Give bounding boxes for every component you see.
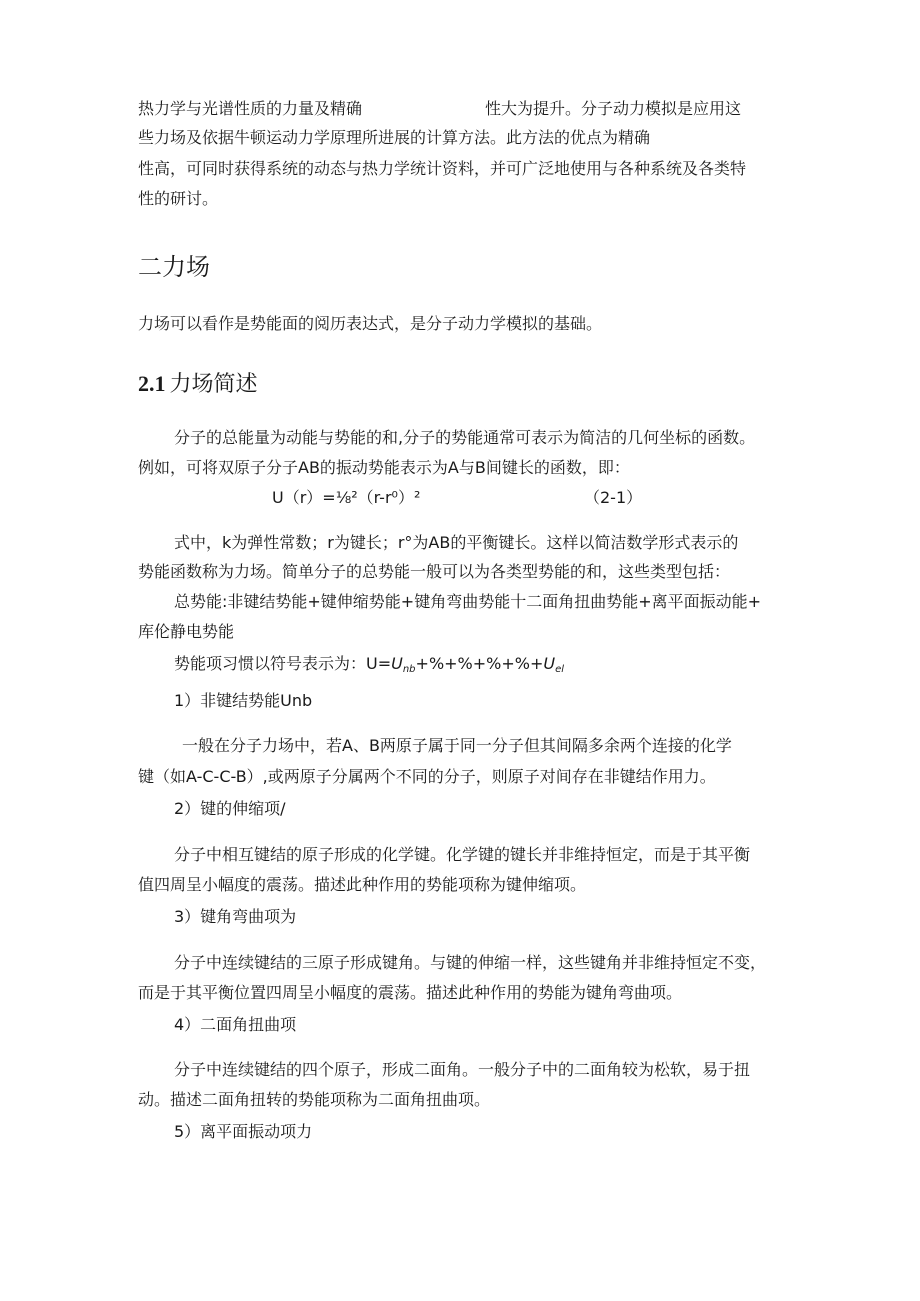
item-4-line-1: 分子中连续键结的四个原子，形成二面角。一般分子中的二面角较为松软，易于扭 — [174, 1060, 751, 1079]
formula-u-nb: U — [391, 654, 403, 673]
item-1-heading: 1）非键结势能Unb — [174, 691, 313, 710]
item-3-heading: 3）键角弯曲项为 — [174, 907, 297, 926]
formula-u-el: U — [543, 654, 556, 673]
para2-line-2: 势能函数称为力场。简单分子的总势能一般可以为各类型势能的和，这些类型包括： — [138, 562, 731, 581]
para1-line-1: 分子的总能量为动能与势能的和,分子的势能通常可表示为简洁的几何坐标的函数。 — [174, 428, 756, 447]
section-2-title: 二力场 — [138, 253, 210, 281]
equation-2-1: U（r）=⅛²（r-r⁰）² — [272, 488, 421, 507]
equation-number: （2-1） — [584, 488, 643, 507]
para1-line-2: 例如，可将双原子分子AB的振动势能表示为A与B间键长的函数，即： — [138, 458, 630, 477]
para2-line-1: 式中，k为弹性常数；r为键长；r°为AB的平衡键长。这样以简洁数学形式表示的 — [174, 533, 739, 552]
section-2-description: 力场可以看作是势能面的阅历表达式，是分子动力学模拟的基础。 — [138, 314, 603, 333]
item-2-line-2: 值四周呈小幅度的震荡。描述此种作用的势能项称为键伸缩项。 — [138, 875, 587, 894]
intro-line-1b: 性大为提升。分子动力模拟是应用这 — [485, 99, 742, 118]
formula-prefix: 势能项习惯以符号表示为：U= — [174, 654, 392, 673]
item-1-line-1: 一般在分子力场中，若A、B两原子属于同一分子但其间隔多余两个连接的化学 — [182, 736, 732, 755]
section-2-1-heading — [138, 371, 258, 398]
item-4-line-2: 动。描述二面角扭转的势能项称为二面角扭曲项。 — [138, 1090, 491, 1109]
formula-sub-nb: nb — [402, 664, 416, 675]
formula-sub-el: el — [555, 664, 565, 675]
total-energy-line-2: 库伦静电势能 — [138, 622, 235, 641]
item-5-heading: 5）离平面振动项力 — [174, 1122, 313, 1141]
item-3-line-2: 而是于其平衡位置四周呈小幅度的震荡。描述此种作用的势能为键角弯曲项。 — [138, 983, 683, 1002]
item-4-heading: 4）二面角扭曲项 — [174, 1015, 297, 1034]
energy-symbol-formula — [174, 654, 564, 676]
section-2-1-title: 力场简述 — [169, 372, 258, 397]
item-2-heading: 2）键的伸缩项/ — [174, 799, 286, 818]
formula-middle-terms: +%+%+%+%+ — [415, 654, 544, 673]
item-3-line-1: 分子中连续键结的三原子形成键角。与键的伸缩一样，这些键角并非维持恒定不变， — [174, 953, 767, 972]
intro-line-1a: 热力学与光谱性质的力量及精确 — [138, 99, 363, 118]
item-2-line-1: 分子中相互键结的原子形成的化学键。化学键的键长并非维持恒定，而是于其平衡 — [174, 845, 751, 864]
total-energy-line-1: 总势能:非键结势能+键伸缩势能+键角弯曲势能十二面角扭曲势能+离平面振动能+ — [174, 592, 762, 611]
intro-line-3: 性高，可同时获得系统的动态与热力学统计资料，并可广泛地使用与各种系统及各类特 — [138, 159, 747, 178]
section-2-1-number: 2.1 — [138, 371, 166, 396]
intro-line-4: 性的研讨。 — [138, 189, 219, 208]
item-1-line-2: 键（如A-C-C-B）,或两原子分属两个不同的分子，则原子对间存在非键结作用力。 — [138, 767, 716, 786]
intro-line-2: 些力场及依据牛顿运动力学原理所进展的计算方法。此方法的优点为精确 — [138, 128, 651, 147]
